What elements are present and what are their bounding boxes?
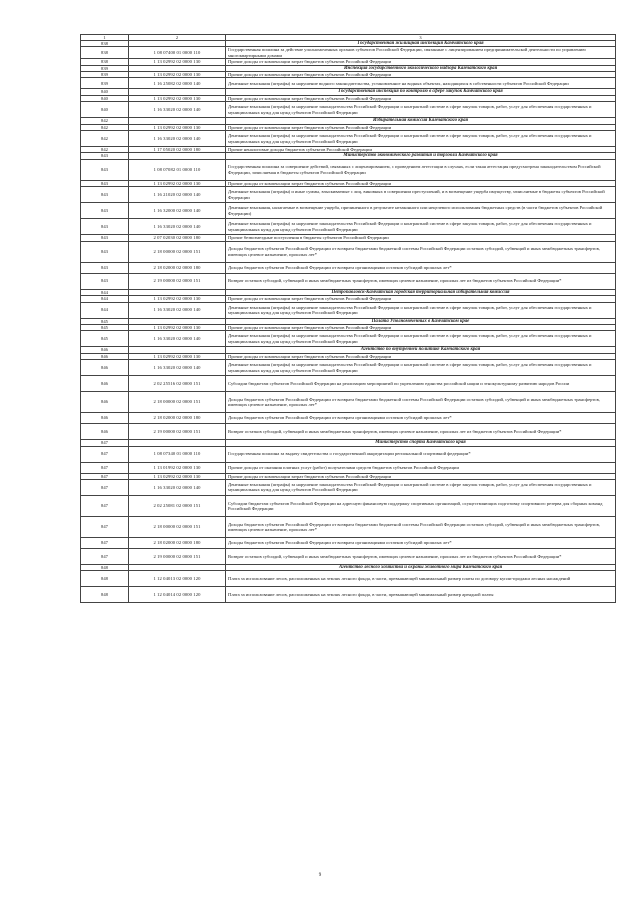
admin-code-cell: 846 [81, 347, 129, 353]
section-title-cell: Министерство экономического развития и торговли Камчатского края [226, 153, 616, 159]
description-cell: Денежные взыскания (штрафы) за нарушение законодательства Российской Федерации о контрактной системе в сфере закупок товаров, работ, услуг для обеспечения государственных и муниципальных нужд для нужд субъектов Российской Федерации [226, 331, 616, 347]
admin-code-cell: 840 [81, 95, 129, 101]
admin-code-cell: 844 [81, 302, 129, 318]
admin-code-cell: 847 [81, 495, 129, 516]
admin-code-cell: 848 [81, 571, 129, 587]
admin-code-cell: 843 [81, 180, 129, 186]
description-cell: Доходы бюджетов субъектов Российской Федерации от возврата организациями остатков субсидий прошлых лет* [226, 262, 616, 273]
table-row [81, 446, 616, 462]
admin-code-cell: 839 [81, 72, 129, 78]
kbk-code-cell: 1 13 02992 02 0000 130 [129, 473, 226, 479]
kbk-code-cell: 1 12 04014 02 0000 120 [129, 587, 226, 603]
description-cell: Плата за использование лесов, расположенных на землях лесного фонда, в части, превышающей минимальный размер арендной платы [226, 587, 616, 603]
table-row [81, 203, 616, 219]
description-cell: Доходы бюджетов субъектов Российской Федерации от возврата организациями остатков субсидий прошлых лет* [226, 413, 616, 424]
table-row [81, 331, 616, 347]
admin-code-cell: 842 [81, 147, 129, 153]
description-cell: Доходы бюджетов субъектов Российской Федерации от возврата бюджетами бюджетной системы Российской Федерации остатков субсидий, субвенций и иных межбюджетных трансфертов, имеющих целевое назначение, прошлых лет* [226, 392, 616, 413]
table-row [81, 131, 616, 147]
table-row [81, 413, 616, 424]
admin-code-cell: 842 [81, 118, 129, 124]
kbk-code-cell: 2 18 02000 02 0000 180 [129, 262, 226, 273]
section-title-cell: Петропавловск-Камчатская городская территориальная избирательная комиссия [226, 289, 616, 295]
kbk-code-cell: 2 18 00000 02 0000 151 [129, 516, 226, 537]
table-row [81, 516, 616, 537]
table-row [81, 78, 616, 89]
kbk-code-cell: 1 13 02992 02 0000 130 [129, 353, 226, 359]
description-cell: Денежные взыскания (штрафы) за нарушение законодательства Российской Федерации о контрактной системе в сфере закупок товаров, работ, услуг для обеспечения государственных и муниципальных нужд для нужд субъектов Российской Федерации [226, 131, 616, 147]
kbk-code-cell: 1 17 05020 02 0000 180 [129, 147, 226, 153]
kbk-code-cell: 2 18 00000 02 0000 151 [129, 392, 226, 413]
description-cell: Возврат остатков субсидий, субвенций и иных межбюджетных трансфертов, имеющих целевое назначение, прошлых лет из бюджетов субъектов Российской Федерации* [226, 548, 616, 564]
admin-code-cell: 846 [81, 353, 129, 359]
description-cell: Государственная пошлина за действие уполномоченных органов субъектов Российской Федерации, связанные с лицензированием предпринимательской деятельности по управлению многоквартирными домами [226, 47, 616, 59]
description-cell: Прочие доходы от компенсации затрат бюджетов субъектов Российской Федерации [226, 72, 616, 78]
admin-code-cell: 847 [81, 473, 129, 479]
kbk-code-cell: 2 07 02030 02 0000 180 [129, 235, 226, 241]
table-row [81, 424, 616, 440]
description-cell: Доходы бюджетов субъектов Российской Федерации от возврата бюджетами бюджетной системы Российской Федерации остатков субсидий, субвенций и иных межбюджетных трансфертов, имеющих целевое назначение, прошлых лет* [226, 516, 616, 537]
description-cell: Денежные взыскания (штрафы) за нарушение законодательства Российской Федерации о контрактной системе в сфере закупок товаров, работ, услуг для обеспечения государственных и муниципальных нужд для нужд субъектов Российской Федерации [226, 360, 616, 376]
kbk-code-cell: 1 08 07400 01 0000 110 [129, 47, 226, 59]
description-cell: Прочие доходы от компенсации затрат бюджетов субъектов Российской Федерации [226, 353, 616, 359]
admin-code-cell: 847 [81, 516, 129, 537]
table-row [81, 479, 616, 495]
column-number-1: 1 [81, 35, 129, 41]
admin-code-cell: 838 [81, 59, 129, 65]
kbk-code-cell: 1 16 33020 02 0000 140 [129, 219, 226, 235]
table-row [81, 241, 616, 262]
description-cell: Прочие доходы от компенсации затрат бюджетов субъектов Российской Федерации [226, 59, 616, 65]
kbk-code-cell: 1 13 02992 02 0000 130 [129, 324, 226, 330]
admin-code-cell: 846 [81, 376, 129, 392]
admin-code-cell: 838 [81, 41, 129, 47]
description-cell: Государственная пошлина за совершение действий, связанных с лицензированием, с проведением аттестации в случаях, если такая аттестация предусмотрена законодательством Российской Федерации, зачисляемая в бюджеты субъектов Российской Федерации [226, 159, 616, 180]
description-cell: Прочие безвозмездные поступления в бюджеты субъектов Российской Федерации [226, 235, 616, 241]
admin-code-cell: 843 [81, 219, 129, 235]
section-title-cell: Министерство спорта Камчатского края [226, 440, 616, 446]
kbk-code-cell: 1 13 02992 02 0000 130 [129, 124, 226, 130]
kbk-code-cell: 1 13 02992 02 0000 130 [129, 180, 226, 186]
table-row [81, 102, 616, 118]
admin-code-cell: 838 [81, 47, 129, 59]
kbk-code-cell: 2 02 25516 02 0000 151 [129, 376, 226, 392]
kbk-code-cell: 1 16 33020 02 0000 140 [129, 102, 226, 118]
kbk-code-cell: 1 16 33020 02 0000 140 [129, 360, 226, 376]
admin-code-cell: 847 [81, 440, 129, 446]
description-cell: Денежные взыскания (штрафы) за нарушение законодательства Российской Федерации о контрактной системе в сфере закупок товаров, работ, услуг для обеспечения государственных и муниципальных нужд для нужд субъектов Российской Федерации [226, 479, 616, 495]
kbk-code-cell: 1 16 33020 02 0000 140 [129, 479, 226, 495]
admin-code-cell: 840 [81, 89, 129, 95]
kbk-code-cell: 1 16 33020 02 0000 140 [129, 331, 226, 347]
kbk-code-cell: 1 16 33020 02 0000 140 [129, 131, 226, 147]
description-cell: Плата за использование лесов, расположенных на землях лесного фонда, в части, превышающей минимальный размер платы по договору купли-продажи лесных насаждений [226, 571, 616, 587]
description-cell: Доходы бюджетов субъектов Российской Федерации от возврата организациями остатков субсидий прошлых лет* [226, 537, 616, 548]
kbk-code-cell: 1 13 02992 02 0000 130 [129, 59, 226, 65]
description-cell: Денежные взыскания (штрафы) и иные суммы, взыскиваемые с лиц, виновных в совершении преступлений, и в возмещение ущерба имуществу, зачисляемые в бюджеты субъектов Российской Федерации [226, 187, 616, 203]
table-row [81, 262, 616, 273]
table-row [81, 219, 616, 235]
kbk-code-cell: 1 13 02992 02 0000 130 [129, 296, 226, 302]
table-row [81, 187, 616, 203]
kbk-code-cell: 2 18 02000 02 0000 180 [129, 413, 226, 424]
column-number-2: 2 [129, 35, 226, 41]
admin-code-cell: 847 [81, 462, 129, 473]
admin-code-cell: 843 [81, 203, 129, 219]
admin-code-cell: 847 [81, 548, 129, 564]
admin-code-cell: 842 [81, 124, 129, 130]
admin-code-cell: 846 [81, 360, 129, 376]
section-title-cell: Агентство по внутренней политике Камчатского края [226, 347, 616, 353]
table-row [81, 462, 616, 473]
description-cell: Возврат остатков субсидий, субвенций и иных межбюджетных трансфертов, имеющих целевое назначение, прошлых лет из бюджетов субъектов Российской Федерации* [226, 424, 616, 440]
kbk-code-cell: 1 08 07340 01 0000 110 [129, 446, 226, 462]
description-cell: Прочие доходы от компенсации затрат бюджетов субъектов Российской Федерации [226, 296, 616, 302]
description-cell: Денежные взыскания (штрафы) за нарушение законодательства Российской Федерации о контрактной системе в сфере закупок товаров, работ, услуг для обеспечения государственных и муниципальных нужд для нужд субъектов Российской Федерации [226, 302, 616, 318]
table-row [81, 47, 616, 59]
table-row [81, 587, 616, 603]
section-title-cell: Государственная инспекция по контролю в сфере закупок Камчатского края [226, 89, 616, 95]
admin-code-cell: 842 [81, 131, 129, 147]
description-cell: Субсидии бюджетам субъектов Российской Федерации на реализацию мероприятий по укреплению единства российской нации и этнокультурному развитию народов России [226, 376, 616, 392]
description-cell: Прочие доходы от оказания платных услуг (работ) получателями средств бюджетов субъектов Российской Федерации [226, 462, 616, 473]
table-row [81, 537, 616, 548]
admin-code-cell: 843 [81, 159, 129, 180]
admin-code-cell: 844 [81, 289, 129, 295]
section-title-cell: Инспекция государственного экологического надзора Камчатского края [226, 65, 616, 71]
admin-code-cell: 845 [81, 324, 129, 330]
admin-code-cell: 847 [81, 537, 129, 548]
kbk-code-cell: 1 16 32000 02 0000 140 [129, 203, 226, 219]
kbk-code-cell: 2 18 00000 02 0000 151 [129, 241, 226, 262]
admin-code-cell: 847 [81, 446, 129, 462]
kbk-code-cell: 1 13 01992 02 0000 130 [129, 462, 226, 473]
description-cell: Прочие доходы от компенсации затрат бюджетов субъектов Российской Федерации [226, 124, 616, 130]
admin-code-cell: 845 [81, 318, 129, 324]
kbk-code-cell: 1 08 07082 01 0000 110 [129, 159, 226, 180]
table-row [81, 376, 616, 392]
table-row [81, 273, 616, 289]
table-row [81, 495, 616, 516]
admin-code-cell: 843 [81, 241, 129, 262]
kbk-code-cell: 1 13 02992 02 0000 130 [129, 95, 226, 101]
description-cell: Денежные взыскания (штрафы) за нарушение законодательства Российской Федерации о контрактной системе в сфере закупок товаров, работ, услуг для обеспечения государственных и муниципальных нужд для нужд субъектов Российской Федерации [226, 219, 616, 235]
description-cell: Денежные взыскания (штрафы) за нарушение законодательства Российской Федерации о контрактной системе в сфере закупок товаров, работ, услуг для обеспечения государственных и муниципальных нужд для нужд субъектов Российской Федерации [226, 102, 616, 118]
description-cell: Прочие неналоговые доходы бюджетов субъектов Российской Федерации [226, 147, 616, 153]
description-cell: Субсидии бюджетам субъектов Российской Федерации на адресную финансовую поддержку спортивных организаций, осуществляющих подготовку спортивного резерва для сборных команд Российской Федерации [226, 495, 616, 516]
description-cell: Денежные взыскания (штрафы) за нарушение водного законодательства, установленное на водных объектах, находящихся в собственности субъектов Российской Федерации [226, 78, 616, 89]
document-page [80, 34, 616, 603]
description-cell: Прочие доходы от компенсации затрат бюджетов субъектов Российской Федерации [226, 95, 616, 101]
admin-code-cell: 846 [81, 413, 129, 424]
admin-code-cell: 839 [81, 78, 129, 89]
kbk-code-cell: 1 12 04013 02 0000 120 [129, 571, 226, 587]
admin-code-cell: 840 [81, 102, 129, 118]
description-cell: Государственная пошлина за выдачу свидетельства о государственной аккредитации региональной спортивной федерации* [226, 446, 616, 462]
admin-code-cell: 839 [81, 65, 129, 71]
admin-code-cell: 847 [81, 479, 129, 495]
description-cell: Доходы бюджетов субъектов Российской Федерации от возврата бюджетами бюджетной системы Российской Федерации остатков субсидий, субвенций и иных межбюджетных трансфертов, имеющих целевое назначение, прошлых лет* [226, 241, 616, 262]
kbk-code-cell: 2 18 02000 02 0000 180 [129, 537, 226, 548]
kbk-code-cell: 2 19 00000 02 0000 151 [129, 548, 226, 564]
admin-code-cell: 843 [81, 153, 129, 159]
kbk-code-cell: 2 19 00000 02 0000 151 [129, 424, 226, 440]
section-title-cell: Избирательная комиссия Камчатского края [226, 118, 616, 124]
section-title-cell: Государственная жилищная инспекция Камчатского края [226, 41, 616, 47]
kbk-code-cell: 1 13 02992 02 0000 130 [129, 72, 226, 78]
admin-code-cell: 843 [81, 273, 129, 289]
kbk-code-cell: 2 19 00000 02 0000 151 [129, 273, 226, 289]
description-cell: Денежные взыскания, налагаемые в возмещение ущерба, причиненного в результате незаконного или нецелевого использования бюджетных средств (в части бюджетов субъектов Российской Федерации) [226, 203, 616, 219]
description-cell: Прочие доходы от компенсации затрат бюджетов субъектов Российской Федерации [226, 324, 616, 330]
kbk-code-cell: 1 16 21020 02 0000 140 [129, 187, 226, 203]
table-row [81, 548, 616, 564]
table-row [81, 392, 616, 413]
admin-code-cell: 844 [81, 296, 129, 302]
revenue-table [80, 34, 616, 603]
admin-code-cell: 843 [81, 262, 129, 273]
admin-code-cell: 843 [81, 235, 129, 241]
kbk-code-cell: 1 16 25082 02 0000 140 [129, 78, 226, 89]
admin-code-cell: 845 [81, 331, 129, 347]
description-cell: Прочие доходы от компенсации затрат бюджетов субъектов Российской Федерации [226, 473, 616, 479]
table-row [81, 571, 616, 587]
admin-code-cell: 843 [81, 187, 129, 203]
admin-code-cell: 848 [81, 587, 129, 603]
kbk-code-cell: 1 16 33020 02 0000 140 [129, 302, 226, 318]
column-number-3: 3 [226, 35, 616, 41]
admin-code-cell: 846 [81, 424, 129, 440]
table-row [81, 159, 616, 180]
kbk-code-cell: 2 02 25081 02 0000 151 [129, 495, 226, 516]
section-title-cell: Агентство лесного хозяйства и охраны животного мира Камчатского края [226, 564, 616, 570]
section-title-cell: Палата Уполномоченных в Камчатском крае [226, 318, 616, 324]
description-cell: Возврат остатков субсидий, субвенций и иных межбюджетных трансфертов, имеющих целевое назначение, прошлых лет из бюджетов субъектов Российской Федерации* [226, 273, 616, 289]
admin-code-cell: 848 [81, 564, 129, 570]
admin-code-cell: 846 [81, 392, 129, 413]
table-row [81, 302, 616, 318]
description-cell: Прочие доходы от компенсации затрат бюджетов субъектов Российской Федерации [226, 180, 616, 186]
page-number: 9 [318, 873, 322, 878]
table-row [81, 360, 616, 376]
